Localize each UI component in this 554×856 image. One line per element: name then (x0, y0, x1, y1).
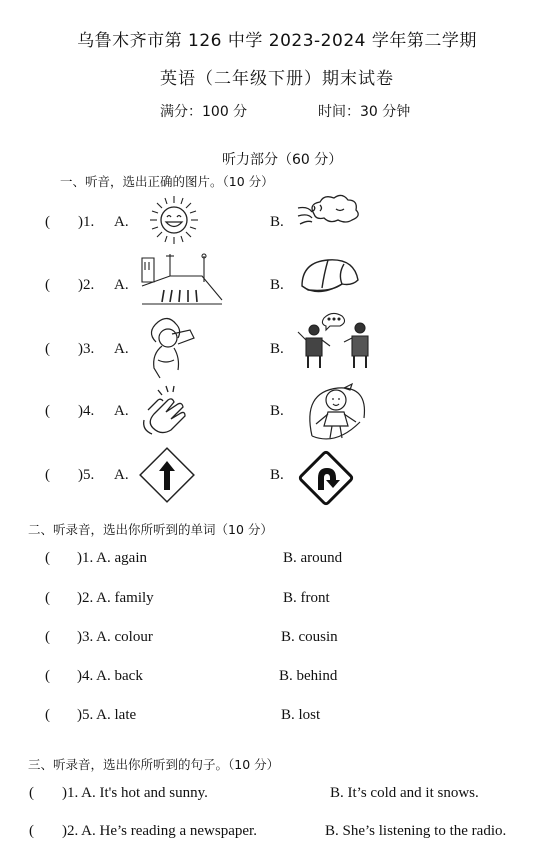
option-a-label: A. (114, 214, 129, 230)
word-option-b: B. behind (279, 668, 338, 684)
answer-paren[interactable]: ( (45, 277, 50, 293)
girl-skipping-rope-icon[interactable] (304, 382, 368, 444)
option-b-label: B. (270, 341, 284, 357)
u-turn-sign-icon[interactable] (294, 446, 358, 510)
exam-subtitle: 英语（二年级下册）期末试卷 (160, 69, 394, 89)
answer-paren[interactable]: ( (45, 467, 50, 483)
option-b-label: B. (270, 214, 284, 230)
exam-title: 乌鲁木齐市第 126 中学 2023-2024 学年第二学期 (77, 31, 477, 51)
word-option-b: B. cousin (281, 629, 338, 645)
answer-paren[interactable]: ( (45, 403, 50, 419)
part1-heading: 一、听音，选出正确的图片。（10 分） (60, 174, 274, 189)
part2-heading: 二、听录音，选出你所听到的单词（10 分） (28, 522, 273, 537)
option-a-label: A. (114, 403, 129, 419)
men-talking-icon[interactable] (292, 308, 378, 370)
question-number: )2. (78, 277, 95, 293)
sentence-option-b: B. It’s cold and it snows. (330, 785, 479, 801)
sentence-option-a: )1. A. It's hot and sunny. (62, 785, 208, 801)
word-option-b: B. front (283, 590, 330, 606)
word-option-a: )1. A. again (77, 550, 147, 566)
question-number: )5. (78, 467, 95, 483)
sentence-option-b: B. She’s listening to the radio. (325, 823, 507, 839)
sun-icon[interactable] (146, 192, 202, 248)
full-score: 满分：100 分 (160, 104, 248, 120)
word-option-a: )5. A. late (77, 707, 137, 723)
word-option-b: B. lost (281, 707, 321, 723)
question-number: )1. (78, 214, 95, 230)
sentence-option-a: )2. A. He’s reading a newspaper. (62, 823, 257, 839)
question-number: )4. (78, 403, 95, 419)
option-b-label: B. (270, 403, 284, 419)
answer-paren[interactable]: ( (45, 341, 50, 357)
option-b-label: B. (270, 467, 284, 483)
windy-cloud-icon[interactable] (296, 192, 364, 236)
option-a-label: A. (114, 341, 129, 357)
street-crosswalk-icon[interactable] (140, 252, 224, 312)
answer-paren[interactable]: ( (45, 707, 50, 723)
option-b-label: B. (270, 277, 284, 293)
listening-section-title: 听力部分（60 分） (222, 152, 343, 168)
answer-paren[interactable]: ( (45, 214, 50, 230)
word-option-a: )3. A. colour (77, 629, 153, 645)
part3-heading: 三、听录音，选出你所听到的句子。（10 分） (28, 757, 280, 772)
answer-paren[interactable]: ( (45, 550, 50, 566)
cap-icon[interactable] (298, 256, 362, 298)
answer-paren[interactable]: ( (29, 785, 34, 801)
word-option-a: )4. A. back (77, 668, 143, 684)
question-number: )3. (78, 341, 95, 357)
word-option-b: B. around (283, 550, 343, 566)
time-limit: 时间：30 分钟 (318, 104, 411, 120)
answer-paren[interactable]: ( (29, 823, 34, 839)
clapping-hands-icon[interactable] (140, 384, 196, 442)
option-a-label: A. (114, 277, 129, 293)
option-a-label: A. (114, 467, 129, 483)
answer-paren[interactable]: ( (45, 590, 50, 606)
girl-drinking-icon[interactable] (142, 316, 202, 380)
go-straight-sign-icon[interactable] (136, 444, 198, 506)
answer-paren[interactable]: ( (45, 629, 50, 645)
word-option-a: )2. A. family (77, 590, 154, 606)
answer-paren[interactable]: ( (45, 668, 50, 684)
